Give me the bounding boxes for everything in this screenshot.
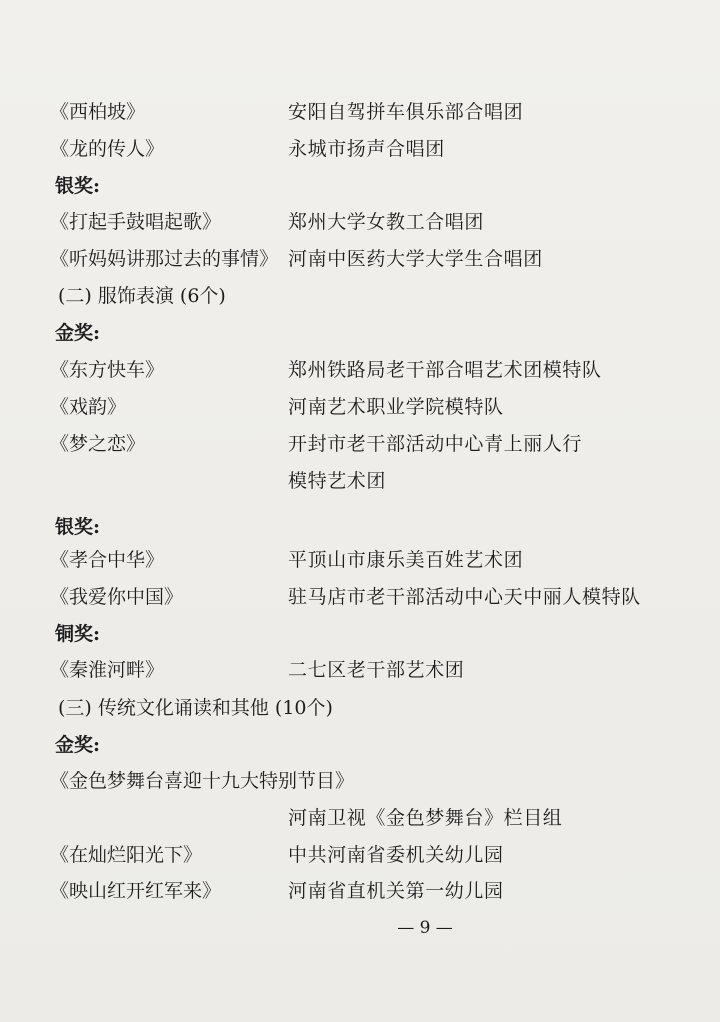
award-label: 金奖: [55,734,101,756]
performer-name: 平顶山市康乐美百姓艺术团 [288,549,524,571]
page-number: — 9 — [397,918,453,938]
performer-name: 郑州铁路局老干部合唱艺术团模特队 [288,359,602,381]
performer-name: 河南中医药大学大学生合唱团 [288,248,543,270]
award-label: 金奖: [55,322,101,344]
continuation-row [0,461,720,501]
program-title: 《西柏坡》 [50,101,146,123]
list-row [0,871,720,911]
award-row [0,313,720,353]
program-title: 《东方快车》 [50,359,165,381]
performer-name: 二七区老干部艺术团 [288,659,465,681]
list-row [0,761,720,801]
performer-name: 河南省直机关第一幼儿园 [288,880,504,902]
program-title: 《梦之恋》 [50,433,146,455]
award-row [0,725,720,765]
program-title: 《打起手鼓唱起歌》 [50,211,222,233]
performer-name: 开封市老干部活动中心青上丽人行 [288,433,583,455]
performer-name: 河南艺术职业学院模特队 [288,396,504,418]
list-row [0,540,720,580]
program-title: 《秦淮河畔》 [50,659,165,681]
list-row [0,424,720,464]
award-label: 银奖: [55,175,101,197]
program-title: 《在灿烂阳光下》 [50,844,203,866]
program-title: 《孝合中华》 [50,549,165,571]
program-title: 《金色梦舞台喜迎十九大特别节目》 [50,770,355,792]
award-row [0,166,720,206]
program-title: 《我爱你中国》 [50,586,184,608]
list-row [0,350,720,390]
performer-name: 中共河南省委机关幼儿园 [288,844,504,866]
performer-name: 安阳自驾拼车俱乐部合唱团 [288,101,524,123]
section-heading: (二) 服饰表演 (6个) [58,285,226,307]
section-heading-row [0,276,720,316]
program-title: 《戏韵》 [50,396,127,418]
list-row [0,239,720,279]
list-row [0,835,720,875]
performer-name: 永城市扬声合唱团 [288,138,445,160]
performer-name: 驻马店市老干部活动中心天中丽人模特队 [288,586,641,608]
list-row [0,202,720,242]
performer-name-continued: 河南卫视《金色梦舞台》栏目组 [288,807,563,829]
award-label: 铜奖: [55,623,101,645]
award-row [0,614,720,654]
section-heading: (三) 传统文化诵读和其他 (10个) [58,697,333,719]
list-row [0,129,720,169]
performer-name: 郑州大学女教工合唱团 [288,211,485,233]
program-title: 《听妈妈讲那过去的事情》 [50,248,279,270]
continuation-row [0,798,720,838]
performer-name-continued: 模特艺术团 [288,470,387,492]
section-heading-row [0,688,720,728]
award-label: 银奖: [55,516,101,538]
list-row [0,650,720,690]
program-title: 《龙的传人》 [50,138,165,160]
list-row [0,92,720,132]
list-row [0,577,720,617]
program-title: 《映山红开红军来》 [50,880,222,902]
list-row [0,387,720,427]
